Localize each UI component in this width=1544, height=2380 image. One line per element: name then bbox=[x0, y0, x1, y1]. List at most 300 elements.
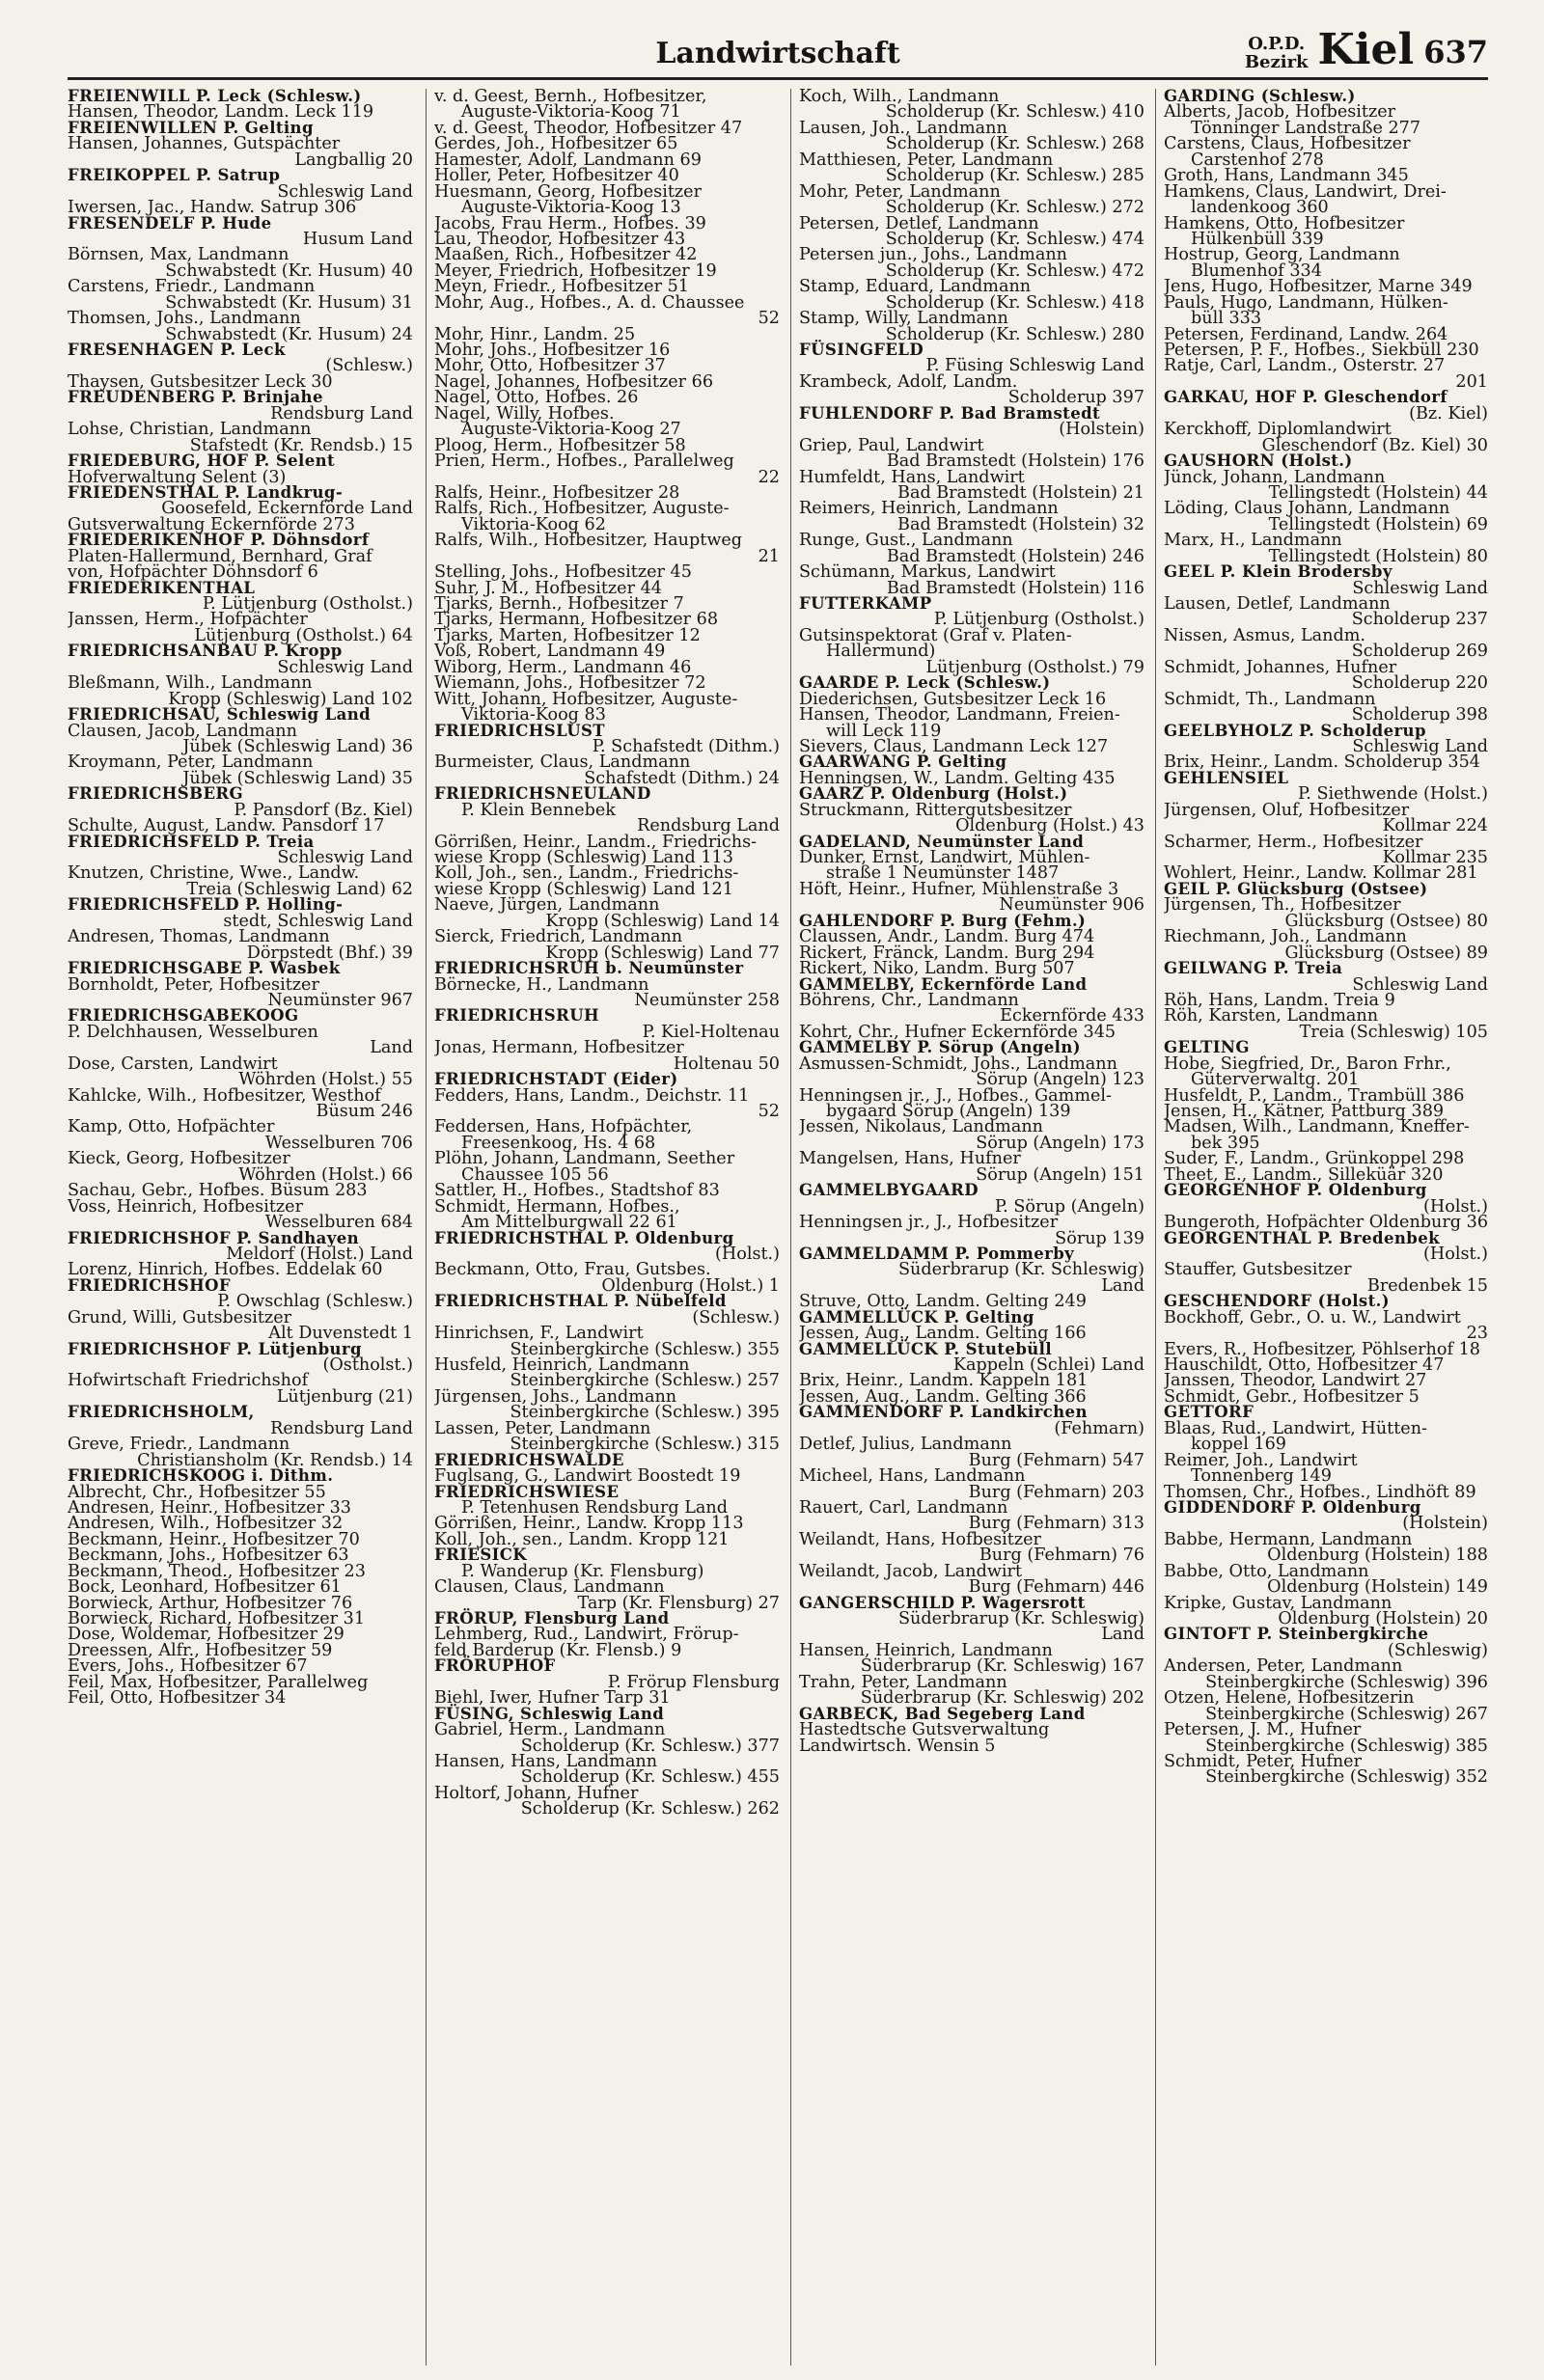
entry-line: Fedders, Hans, Landm., Deichstr. 11 bbox=[434, 1085, 750, 1106]
entry-line: Riechmann, Joh., Landmann bbox=[1164, 927, 1407, 947]
entry-line: Eckernförde 433 bbox=[1000, 1006, 1144, 1026]
entry-line: Biehl, Iwer, Hufner Tarp 31 bbox=[434, 1688, 671, 1709]
entry-line: Beckmann, Otto, Frau, Gutsbes. bbox=[434, 1260, 711, 1280]
entry-line: Schulte, August, Landw. Pansdorf 17 bbox=[68, 816, 385, 836]
entry-line: Holtenau 50 bbox=[673, 1053, 780, 1074]
entry-line: Tarp (Kr. Flensburg) 27 bbox=[577, 1593, 780, 1613]
entry-line: Clausen, Claus, Landmann bbox=[434, 1577, 665, 1598]
entry-line: Görrißen, Heinr., Landw. Kropp 113 bbox=[434, 1514, 744, 1534]
place-heading: FREIENWILL P. Leck (Schlesw.) bbox=[68, 89, 362, 105]
entry-line: P. Schafstedt (Dithm.) bbox=[592, 736, 780, 756]
entry-line: (Holstein) bbox=[1402, 1514, 1488, 1534]
entry-line: Scholderup 398 bbox=[1351, 705, 1488, 725]
entry-line: Röh, Karsten, Landmann bbox=[1164, 1006, 1379, 1026]
entry-line: Reimer, Joh., Landwirt bbox=[1164, 1450, 1358, 1470]
place-heading: GAMMELDAMM P. Pommerby bbox=[799, 1244, 1075, 1263]
place-heading: FREIKOPPEL P. Satrup bbox=[68, 166, 281, 185]
entry-line: Carstens, Claus, Hofbesitzer bbox=[1164, 134, 1411, 154]
entry-line: Tonnenberg 149 bbox=[1191, 1466, 1332, 1487]
entry-line: Koll, Joh., sen., Landm. Kropp 121 bbox=[434, 1529, 730, 1549]
region-label bbox=[1245, 35, 1309, 71]
entry-line: Brix, Heinr., Landm. Scholderup 354 bbox=[1164, 752, 1480, 773]
entry-line: Thomsen, Chr., Hofbes., Lindhöft 89 bbox=[1164, 1482, 1476, 1502]
entry-line: Weilandt, Hans, Hofbesitzer bbox=[799, 1529, 1041, 1549]
place-heading: FRIEDRICHSHOF P. Sandhayen bbox=[68, 1228, 359, 1247]
entry-line: Christiansholm (Kr. Rendsb.) 14 bbox=[137, 1450, 413, 1470]
entry-line: (Bz. Kiel) bbox=[1409, 403, 1488, 424]
entry-line: Humfeldt, Hans, Landwirt bbox=[799, 467, 1025, 487]
entry-line: Hinrichsen, F., Landwirt bbox=[434, 1324, 644, 1344]
place-heading: FRIEDRICHSHOF bbox=[68, 1275, 231, 1295]
entry-line: Claussen, Andr., Landm. Burg 474 bbox=[799, 927, 1095, 947]
entry-line: Güterverwaltg. 201 bbox=[1191, 1070, 1360, 1090]
entry-line: Oldenburg (Holstein) 20 bbox=[1278, 1609, 1488, 1628]
place-heading: GEORGENHOF P. Oldenburg bbox=[1164, 1181, 1427, 1200]
entry-line: Albrecht, Chr., Hofbesitzer 55 bbox=[68, 1482, 326, 1502]
entry-line: Auguste-Viktoria-Koog 27 bbox=[461, 420, 681, 440]
place-heading: FRIEDRICHSWALDE bbox=[434, 1450, 624, 1469]
entry-line: Scholderup (Kr. Schlesw.) 455 bbox=[520, 1767, 780, 1788]
entry-line: Steinbergkirche (Schlesw.) 315 bbox=[510, 1435, 780, 1455]
entry-line: P. Klein Bennebek bbox=[461, 800, 616, 820]
entry-line: Alt Duvenstedt 1 bbox=[268, 1324, 413, 1344]
entry-line: Scholderup (Kr. Schlesw.) 285 bbox=[885, 166, 1144, 186]
entry-line: Holtorf, Johann, Hufner bbox=[434, 1783, 639, 1803]
entry-line: Scholderup (Kr. Schlesw.) 268 bbox=[885, 134, 1144, 154]
entry-line: Böhrens, Chr., Landmann bbox=[799, 990, 1019, 1010]
place-heading: GAUSHORN (Holst.) bbox=[1164, 451, 1353, 471]
page-header bbox=[68, 21, 1488, 80]
entry-line: Petersen, J. M., Hufner bbox=[1164, 1720, 1362, 1740]
entry-line: Glücksburg (Ostsee) 89 bbox=[1284, 943, 1488, 963]
entry-line: Börnsen, Max, Landmann bbox=[68, 245, 290, 265]
entry-line: Ralfs, Wilh., Hofbesitzer, Hauptweg bbox=[434, 531, 743, 551]
entry-line: Dose, Woldemar, Hofbesitzer 29 bbox=[68, 1625, 345, 1645]
entry-line: Bockhoff, Gebr., O. u. W., Landwirt bbox=[1164, 1307, 1461, 1327]
entry-line: Voss, Heinrich, Hofbesitzer bbox=[68, 1196, 303, 1217]
entry-line: Burg (Fehmarn) 76 bbox=[979, 1546, 1144, 1566]
entry-line: Kohrt, Chr., Hufner Eckernförde 345 bbox=[799, 1022, 1117, 1042]
entry-line: Sörup 139 bbox=[1055, 1228, 1144, 1248]
entry-line: Weilandt, Jacob, Landwirt bbox=[799, 1561, 1023, 1581]
entry-line: Burg (Fehmarn) 203 bbox=[968, 1482, 1144, 1502]
entry-line: Scholderup 237 bbox=[1351, 610, 1488, 630]
page-header-right bbox=[1244, 25, 1488, 74]
place-heading: FRIEDRICHSWIESE bbox=[434, 1482, 620, 1501]
entry-line: Asmussen-Schmidt, Johs., Landmann bbox=[799, 1053, 1117, 1074]
entry-line: Clausen, Jacob, Landmann bbox=[68, 721, 297, 741]
entry-line: Treia (Schleswig Land) 62 bbox=[186, 879, 413, 899]
entry-line: Wesselburen 684 bbox=[264, 1213, 413, 1233]
entry-line: (Holst.) bbox=[715, 1244, 780, 1264]
entry-line: 201 bbox=[1455, 371, 1488, 392]
entry-line: Burg (Fehmarn) 446 bbox=[968, 1577, 1144, 1598]
place-heading: FRIEDRICHSTHAL P. Oldenburg bbox=[434, 1228, 734, 1247]
entry-line: Hülkenbüll 339 bbox=[1191, 229, 1324, 249]
entry-line: Nagel, Johannes, Hofbesitzer 66 bbox=[434, 371, 714, 392]
place-heading: GAMMELBY, Eckernförde Land bbox=[799, 974, 1088, 994]
entry-line: (Schleswig) bbox=[1388, 1640, 1488, 1660]
entry-line: Sörup (Angeln) 123 bbox=[976, 1070, 1144, 1090]
entry-line: Scholderup (Kr. Schlesw.) 280 bbox=[885, 324, 1144, 344]
entry-line: Stamp, Willy, Landmann bbox=[799, 309, 1008, 329]
entry-line: stedt, Schleswig Land bbox=[223, 911, 413, 931]
entry-line: Hansen, Theodor, Landm. Leck 119 bbox=[68, 102, 374, 123]
entry-line: Wöhrden (Holst.) 66 bbox=[238, 1164, 413, 1185]
entry-line: Burmeister, Claus, Landmann bbox=[434, 752, 691, 773]
entry-line: Tönninger Landstraße 277 bbox=[1191, 118, 1421, 138]
entry-line: Henningsen, W., Landm. Gelting 435 bbox=[799, 768, 1116, 788]
entry-line: Kieck, Georg, Hofbesitzer bbox=[68, 1149, 290, 1169]
entry-line: Land bbox=[1101, 1275, 1144, 1296]
entry-line: Prien, Herm., Hofbes., Parallelweg bbox=[434, 451, 734, 472]
entry-line: Görrißen, Heinr., Landm., Friedrichs- bbox=[434, 832, 758, 852]
entry-line: Jürgensen, Oluf, Hofbesitzer bbox=[1164, 800, 1410, 820]
entry-line: P. Wanderup (Kr. Flensburg) bbox=[461, 1561, 704, 1581]
entry-line: Meldorf (Holst.) Land bbox=[226, 1244, 413, 1264]
entry-line: Rauert, Carl, Landmann bbox=[799, 1497, 1008, 1518]
entry-line: Beckmann, Johs., Hofbesitzer 63 bbox=[68, 1546, 349, 1566]
entry-line: Husum Land bbox=[302, 229, 413, 249]
entry-line: Hastedtsche Gutsverwaltung bbox=[799, 1720, 1050, 1740]
place-heading: GEILWANG P. Treia bbox=[1164, 959, 1343, 978]
entry-line: Andersen, Peter, Landmann bbox=[1164, 1656, 1403, 1677]
entry-line: Lorenz, Hinrich, Hofbes. Eddelak 60 bbox=[68, 1260, 383, 1280]
entry-line: Süderbrarup (Kr. Schleswig) 202 bbox=[860, 1688, 1144, 1709]
place-heading: GELTING bbox=[1164, 1038, 1250, 1057]
entry-line: Kropp (Schleswig) Land 77 bbox=[545, 943, 780, 963]
place-heading: FREIENWILLEN P. Gelting bbox=[68, 118, 314, 137]
entry-line: Jessen, Aug., Landm. Gelting 166 bbox=[799, 1324, 1087, 1344]
place-heading: GARKAU, HOF P. Gleschendorf bbox=[1164, 388, 1448, 407]
place-heading: FREUDENBERG P. Brinjahe bbox=[68, 388, 323, 407]
entry-line: Mohr, Hinr., Landm. 25 bbox=[434, 324, 636, 344]
entry-line: Bock, Leonhard, Hofbesitzer 61 bbox=[68, 1577, 342, 1598]
entry-line: P. Lütjenburg (Ostholst.) bbox=[202, 594, 413, 614]
place-heading: FUTTERKAMP bbox=[799, 594, 932, 613]
entry-line: Schmidt, Peter, Hufner bbox=[1164, 1751, 1363, 1771]
entry-line: Viktoria-Koog 62 bbox=[461, 514, 606, 534]
entry-line: Hobe, Siegfried, Dr., Baron Frhr., bbox=[1164, 1053, 1451, 1074]
entry-line: Viktoria-Koog 83 bbox=[461, 705, 606, 725]
entry-line: straße 1 Neumünster 1487 bbox=[826, 863, 1060, 884]
entry-line: Ralfs, Heinr., Hofbesitzer 28 bbox=[434, 482, 680, 503]
entry-line: Steinbergkirche (Schlesw.) 355 bbox=[510, 1339, 780, 1359]
entry-line: Nissen, Asmus, Landm. bbox=[1164, 625, 1366, 645]
entry-line: Theet, E., Landm., Silleküär 320 bbox=[1164, 1164, 1444, 1185]
entry-line: Lau, Theodor, Hofbesitzer 43 bbox=[434, 229, 686, 249]
entry-line: Glücksburg (Ostsee) 80 bbox=[1284, 911, 1488, 931]
place-heading: FRESENDELF P. Hude bbox=[68, 213, 272, 233]
entry-line: P. Owschlag (Schlesw.) bbox=[217, 1292, 413, 1312]
entry-line: Feddersen, Hans, Hofpächter, bbox=[434, 1117, 693, 1137]
entry-line: Kropp (Schleswig) Land 102 bbox=[168, 689, 413, 709]
entry-line: Gutsverwaltung Eckernförde 273 bbox=[68, 514, 355, 534]
place-heading: GAMMELBY P. Sörup (Angeln) bbox=[799, 1038, 1081, 1057]
entry-line: P. Sörup (Angeln) bbox=[994, 1196, 1144, 1217]
entry-line: Petersen jun., Johs., Landmann bbox=[799, 245, 1067, 265]
entry-line: Burg (Fehmarn) 547 bbox=[968, 1450, 1144, 1470]
entry-line: Büsum 246 bbox=[316, 1102, 413, 1121]
entry-line: Huesmann, Georg, Hofbesitzer bbox=[434, 181, 702, 202]
place-heading: GARBECK, Bad Segeberg Land bbox=[799, 1704, 1086, 1723]
entry-line: Meyer, Friedrich, Hofbesitzer 19 bbox=[434, 260, 717, 281]
entry-line: v. d. Geest, Theodor, Hofbesitzer 47 bbox=[434, 118, 743, 138]
entry-line: Kripke, Gustav, Landmann bbox=[1164, 1593, 1392, 1613]
entry-line: Bad Bramstedt (Holstein) 176 bbox=[886, 451, 1144, 472]
entry-line: Scholderup (Kr. Schlesw.) 418 bbox=[885, 292, 1144, 313]
entry-line: Husfeldt, P., Landm., Trambüll 386 bbox=[1164, 1085, 1465, 1106]
place-heading: FRIEDERIKENTHAL bbox=[68, 578, 256, 597]
entry-line: Thaysen, Gutsbesitzer Leck 30 bbox=[68, 371, 333, 392]
place-heading: FRIEDRICHSAU, Schleswig Land bbox=[68, 705, 372, 725]
entry-line: von, Hofpächter Döhnsdorf 6 bbox=[68, 562, 318, 583]
entry-line: Steinbergkirche (Schleswig) 267 bbox=[1205, 1704, 1488, 1724]
place-heading: FRIEDRICHSFELD P. Holling- bbox=[68, 895, 344, 915]
place-heading: GAMMELLÜCK P. Gelting bbox=[799, 1307, 1034, 1327]
entry-line: Henningsen jr., J., Hofbesitzer bbox=[799, 1213, 1059, 1233]
entry-line: P. Kiel-Holtenau bbox=[642, 1022, 780, 1042]
entry-line: Wesselburen 706 bbox=[264, 1133, 413, 1153]
entry-line: Schleswig Land bbox=[277, 657, 413, 677]
entry-line: Neumünster 906 bbox=[999, 895, 1144, 916]
place-heading: GIDDENDORF P. Oldenburg bbox=[1164, 1497, 1421, 1517]
entry-line: Scholderup 269 bbox=[1351, 642, 1488, 662]
entry-line: Petersen, Ferdinand, Landw. 264 bbox=[1164, 324, 1448, 344]
entry-line: Hansen, Theodor, Landmann, Freien- bbox=[799, 705, 1120, 725]
entry-line: Mohr, Otto, Hofbesitzer 37 bbox=[434, 356, 666, 376]
entry-line: Ralfs, Rich., Hofbesitzer, Auguste- bbox=[434, 499, 730, 519]
entry-line: Suder, F., Landm., Grünkoppel 298 bbox=[1164, 1149, 1465, 1169]
entry-line: Dose, Carsten, Landwirt bbox=[68, 1053, 278, 1074]
place-heading: GINTOFT P. Steinbergkirche bbox=[1164, 1625, 1429, 1644]
entry-line: Oldenburg (Holstein) 149 bbox=[1267, 1577, 1488, 1598]
entry-line: Jessen, Aug., Landm. Gelting 366 bbox=[799, 1386, 1087, 1407]
entry-line: Land bbox=[370, 1038, 413, 1058]
entry-line: Blaas, Rud., Landwirt, Hütten- bbox=[1164, 1418, 1427, 1438]
entry-line: Goosefeld, Eckernförde Land bbox=[161, 499, 413, 519]
entry-line: Beckmann, Heinr., Hofbesitzer 70 bbox=[68, 1529, 360, 1549]
entry-line: Andresen, Heinr., Hofbesitzer 33 bbox=[68, 1497, 351, 1518]
entry-line: Röh, Hans, Landm. Treia 9 bbox=[1164, 990, 1395, 1010]
entry-line: Koll, Joh., sen., Landm., Friedrichs- bbox=[434, 863, 739, 884]
place-heading: FRIEDRICHSTADT (Eider) bbox=[434, 1070, 678, 1089]
entry-line: Jübek (Schleswig Land) 35 bbox=[182, 768, 413, 788]
entry-line: Schleswig Land bbox=[1352, 578, 1488, 598]
entry-line: Janssen, Theodor, Landwirt 27 bbox=[1164, 1371, 1427, 1391]
entry-line: Treia (Schleswig) 105 bbox=[1299, 1022, 1488, 1042]
entry-line: Pauls, Hugo, Landmann, Hülken- bbox=[1164, 292, 1448, 313]
entry-line: Schmidt, Th., Landmann bbox=[1164, 689, 1376, 709]
place-heading: FRIEDRICHSRUH b. Neumünster bbox=[434, 959, 744, 978]
entry-line: Runge, Gust., Landmann bbox=[799, 531, 1013, 551]
entry-line: Schwabstedt (Kr. Husum) 40 bbox=[165, 260, 413, 281]
entry-line: P. Delchhausen, Wesselburen bbox=[68, 1022, 318, 1042]
place-heading: FRIEDRICHSTHAL P. Nübelfeld bbox=[434, 1292, 727, 1311]
entry-line: 23 bbox=[1466, 1324, 1488, 1344]
entry-line: Krambeck, Adolf, Landm. bbox=[799, 371, 1018, 392]
entry-line: Blumenhof 334 bbox=[1191, 260, 1322, 281]
entry-line: Schmidt, Gebr., Hofbesitzer 5 bbox=[1164, 1386, 1420, 1407]
entry-line: Platen-Hallermund, Bernhard, Graf bbox=[68, 546, 372, 566]
entry-line: Lassen, Peter, Landmann bbox=[434, 1418, 651, 1438]
entry-line: bek 395 bbox=[1191, 1133, 1260, 1153]
entry-line: P. Tetenhusen Rendsburg Land bbox=[461, 1497, 728, 1518]
entry-line: Husfeld, Heinrich, Landmann bbox=[434, 1355, 690, 1375]
entry-line: Gerdes, Joh., Hofbesitzer 65 bbox=[434, 134, 678, 154]
entry-line: Carstenhof 278 bbox=[1191, 150, 1324, 170]
place-heading: GEIL P. Glücksburg (Ostsee) bbox=[1164, 879, 1428, 898]
entry-line: Stauffer, Gutsbesitzer bbox=[1164, 1260, 1352, 1280]
entry-line: Börnecke, H., Landmann bbox=[434, 974, 649, 995]
entry-line: Bad Bramstedt (Holstein) 32 bbox=[897, 514, 1144, 534]
entry-line: Sierck, Friedrich, Landmann bbox=[434, 927, 683, 947]
entry-line: Sievers, Claus, Landmann Leck 127 bbox=[799, 736, 1109, 756]
entry-line: Struckmann, Rittergutsbesitzer bbox=[799, 800, 1072, 820]
entry-line: Gabriel, Herm., Landmann bbox=[434, 1720, 666, 1740]
entry-line: Petersen, Detlef, Landmann bbox=[799, 213, 1039, 233]
entry-line: Kropp (Schleswig) Land 14 bbox=[545, 911, 780, 931]
entry-line: Stelling, Johs., Hofbesitzer 45 bbox=[434, 562, 692, 583]
entry-line: Scholderup (Kr. Schlesw.) 474 bbox=[885, 229, 1144, 249]
entry-line: Auguste-Viktoria-Koog 71 bbox=[461, 102, 681, 123]
entry-line: Tellingstedt (Holstein) 44 bbox=[1268, 482, 1488, 503]
entry-line: (Holstein) bbox=[1059, 420, 1144, 440]
entry-line: Schmidt, Johannes, Hufner bbox=[1164, 657, 1397, 677]
entry-line: Süderbrarup (Kr. Schleswig) bbox=[897, 1609, 1144, 1628]
entry-line: Fuglsang, G., Landwirt Boostedt 19 bbox=[434, 1466, 741, 1487]
place-heading: FRÖRUP, Flensburg Land bbox=[434, 1609, 670, 1628]
entry-line: Kamp, Otto, Hofpächter bbox=[68, 1117, 275, 1137]
entry-line: Jensen, H., Kätner, Pattburg 389 bbox=[1164, 1102, 1445, 1121]
entry-line: Lütjenburg (Ostholst.) 64 bbox=[194, 625, 413, 645]
entry-line: (Schlesw.) bbox=[325, 356, 413, 376]
entry-line: Tellingstedt (Holstein) 80 bbox=[1268, 546, 1488, 566]
entry-line: Burg (Fehmarn) 313 bbox=[968, 1514, 1144, 1534]
entry-line: will Leck 119 bbox=[826, 721, 942, 741]
entry-line: Groth, Hans, Landmann 345 bbox=[1164, 166, 1409, 186]
entry-line: Schmidt, Hermann, Hofbes., bbox=[434, 1196, 680, 1217]
entry-line: Petersen, P. F., Hofbes., Siekbüll 230 bbox=[1164, 341, 1479, 360]
entry-line: (Fehmarn) bbox=[1054, 1418, 1144, 1438]
place-heading: FRESENHAGEN P. Leck bbox=[68, 341, 286, 359]
region-line-1: O.P.D. bbox=[1248, 34, 1306, 54]
entry-line: Hostrup, Georg, Landmann bbox=[1164, 245, 1400, 265]
entry-line: Am Mittelburgwall 22 61 bbox=[461, 1213, 677, 1233]
entry-line: Suhr, J. M., Hofbesitzer 44 bbox=[434, 578, 662, 598]
entry-line: Struve, Otto, Landm. Gelting 249 bbox=[799, 1292, 1087, 1312]
entry-line: Lausen, Joh., Landmann bbox=[799, 118, 1007, 138]
place-heading: FRIEDRICHSLUST bbox=[434, 721, 605, 740]
entry-line: Hauschildt, Otto, Hofbesitzer 47 bbox=[1164, 1355, 1445, 1375]
entry-line: Feil, Otto, Hofbesitzer 34 bbox=[68, 1688, 287, 1709]
entry-line: Maaßen, Rich., Hofbesitzer 42 bbox=[434, 245, 698, 265]
entry-line: Knutzen, Christine, Wwe., Landw. bbox=[68, 863, 360, 884]
entry-line: (Ostholst.) bbox=[322, 1355, 413, 1375]
entry-line: Tjarks, Marten, Hofbesitzer 12 bbox=[434, 625, 701, 645]
entry-line: Scholderup (Kr. Schlesw.) 262 bbox=[520, 1799, 780, 1819]
place-heading: FRIEDRICHSKOOG i. Dithm. bbox=[68, 1466, 334, 1486]
entry-line: Süderbrarup (Kr. Schleswig) 167 bbox=[860, 1656, 1144, 1677]
entry-line: Lohse, Christian, Landmann bbox=[68, 420, 312, 440]
entry-line: Bad Bramstedt (Holstein) 116 bbox=[886, 578, 1144, 598]
entry-line: Evers, R., Hofbesitzer, Pöhlserhof 18 bbox=[1164, 1339, 1480, 1359]
entry-line: koppel 169 bbox=[1191, 1435, 1286, 1455]
column-1 bbox=[68, 89, 413, 2366]
entry-line: Hamkens, Otto, Hofbesitzer bbox=[1164, 213, 1405, 233]
entry-line: Kollmar 235 bbox=[1382, 848, 1488, 867]
entry-line: P. Pansdorf (Bz. Kiel) bbox=[234, 800, 413, 820]
place-heading: FRIEDRICHSFELD P. Treia bbox=[68, 832, 315, 851]
entry-line: Scholderup (Kr. Schlesw.) 410 bbox=[885, 102, 1144, 123]
entry-line: Rendsburg Land bbox=[270, 403, 413, 424]
entry-line: Sörup (Angeln) 151 bbox=[976, 1164, 1144, 1185]
entry-line: 22 bbox=[758, 467, 780, 487]
entry-line: Löding, Claus Johann, Landmann bbox=[1164, 499, 1450, 519]
entry-line: Naeve, Jürgen, Landmann bbox=[434, 895, 660, 916]
entry-line: Matthiesen, Peter, Landmann bbox=[799, 150, 1054, 170]
entry-line: Schleswig Land bbox=[277, 848, 413, 867]
entry-line: Feil, Max, Hofbesitzer, Parallelweg bbox=[68, 1672, 369, 1692]
column-4 bbox=[1164, 89, 1488, 2366]
place-heading: GEORGENTHAL P. Bredenbek bbox=[1164, 1228, 1440, 1247]
entry-line: Otzen, Helene, Hofbesitzerin bbox=[1164, 1688, 1415, 1709]
entry-line: Schleswig Land bbox=[1352, 736, 1488, 756]
entry-line: Evers, Johs., Hofbesitzer 67 bbox=[68, 1656, 308, 1677]
entry-line: Trahn, Peter, Landmann bbox=[799, 1672, 1007, 1692]
entry-line: Bungeroth, Hofpächter Oldenburg 36 bbox=[1164, 1213, 1488, 1233]
entry-line: landenkoog 360 bbox=[1191, 198, 1329, 218]
entry-line: Tjarks, Bernh., Hofbesitzer 7 bbox=[434, 594, 684, 614]
column-2 bbox=[434, 89, 780, 2366]
entry-line: Jübek (Schleswig Land) 36 bbox=[182, 736, 413, 756]
entry-line: Babbe, Hermann, Landmann bbox=[1164, 1529, 1413, 1549]
entry-line: Iwersen, Jac., Handw. Satrup 306 bbox=[68, 198, 357, 218]
entry-line: Greve, Friedr., Landmann bbox=[68, 1435, 290, 1455]
place-heading: FRIEDRICHSRUH bbox=[434, 1006, 599, 1026]
entry-line: Meyn, Friedr., Hofbesitzer 51 bbox=[434, 277, 689, 297]
entry-line: P. Füsing Schleswig Land bbox=[925, 356, 1144, 376]
entry-line: Scholderup 220 bbox=[1351, 673, 1488, 694]
entry-line: Kahlcke, Wilh., Hofbesitzer, Westhof bbox=[68, 1085, 381, 1106]
entry-line: Sörup (Angeln) 173 bbox=[976, 1133, 1144, 1153]
entry-line: P. Siethwende (Holst.) bbox=[1297, 784, 1488, 805]
entry-line: Jessen, Nikolaus, Landmann bbox=[799, 1117, 1043, 1137]
entry-line: Lütjenburg (Ostholst.) 79 bbox=[925, 657, 1144, 677]
entry-line: Hansen, Johannes, Gutspächter bbox=[68, 134, 341, 154]
entry-line: Plöhn, Johann, Landmann, Seether bbox=[434, 1149, 735, 1169]
entry-line: Voß, Robert, Landmann 49 bbox=[434, 642, 666, 662]
entry-line: Janssen, Herm., Hofpächter bbox=[68, 610, 308, 630]
place-heading: FRIEDRICHSHOLM, bbox=[68, 1403, 255, 1422]
entry-line: Scholderup (Kr. Schlesw.) 377 bbox=[520, 1736, 780, 1756]
entry-line: P. Lütjenburg (Ostholst.) bbox=[933, 610, 1144, 630]
column-divider bbox=[426, 89, 427, 2366]
entry-line: Landwirtsch. Wensin 5 bbox=[799, 1736, 996, 1756]
entry-line: Sattler, H., Hofbes., Stadtshof 83 bbox=[434, 1181, 720, 1201]
column-divider bbox=[1155, 89, 1156, 2366]
entry-line: Gleschendorf (Bz. Kiel) 30 bbox=[1261, 435, 1488, 455]
place-heading: GAMMELLÜCK P. Stutebüll bbox=[799, 1339, 1052, 1358]
entry-line: Kroymann, Peter, Landmann bbox=[68, 752, 314, 773]
entry-line: 52 bbox=[758, 1102, 780, 1121]
entry-line: Chaussee 105 56 bbox=[461, 1164, 609, 1185]
entry-line: Steinbergkirche (Schleswig) 352 bbox=[1205, 1767, 1488, 1788]
entry-line: Wiemann, Johs., Hofbesitzer 72 bbox=[434, 673, 706, 694]
entry-line: Scholderup (Kr. Schlesw.) 472 bbox=[885, 260, 1144, 281]
entry-line: Tellingstedt (Holstein) 69 bbox=[1268, 514, 1488, 534]
entry-line: 21 bbox=[758, 546, 780, 566]
